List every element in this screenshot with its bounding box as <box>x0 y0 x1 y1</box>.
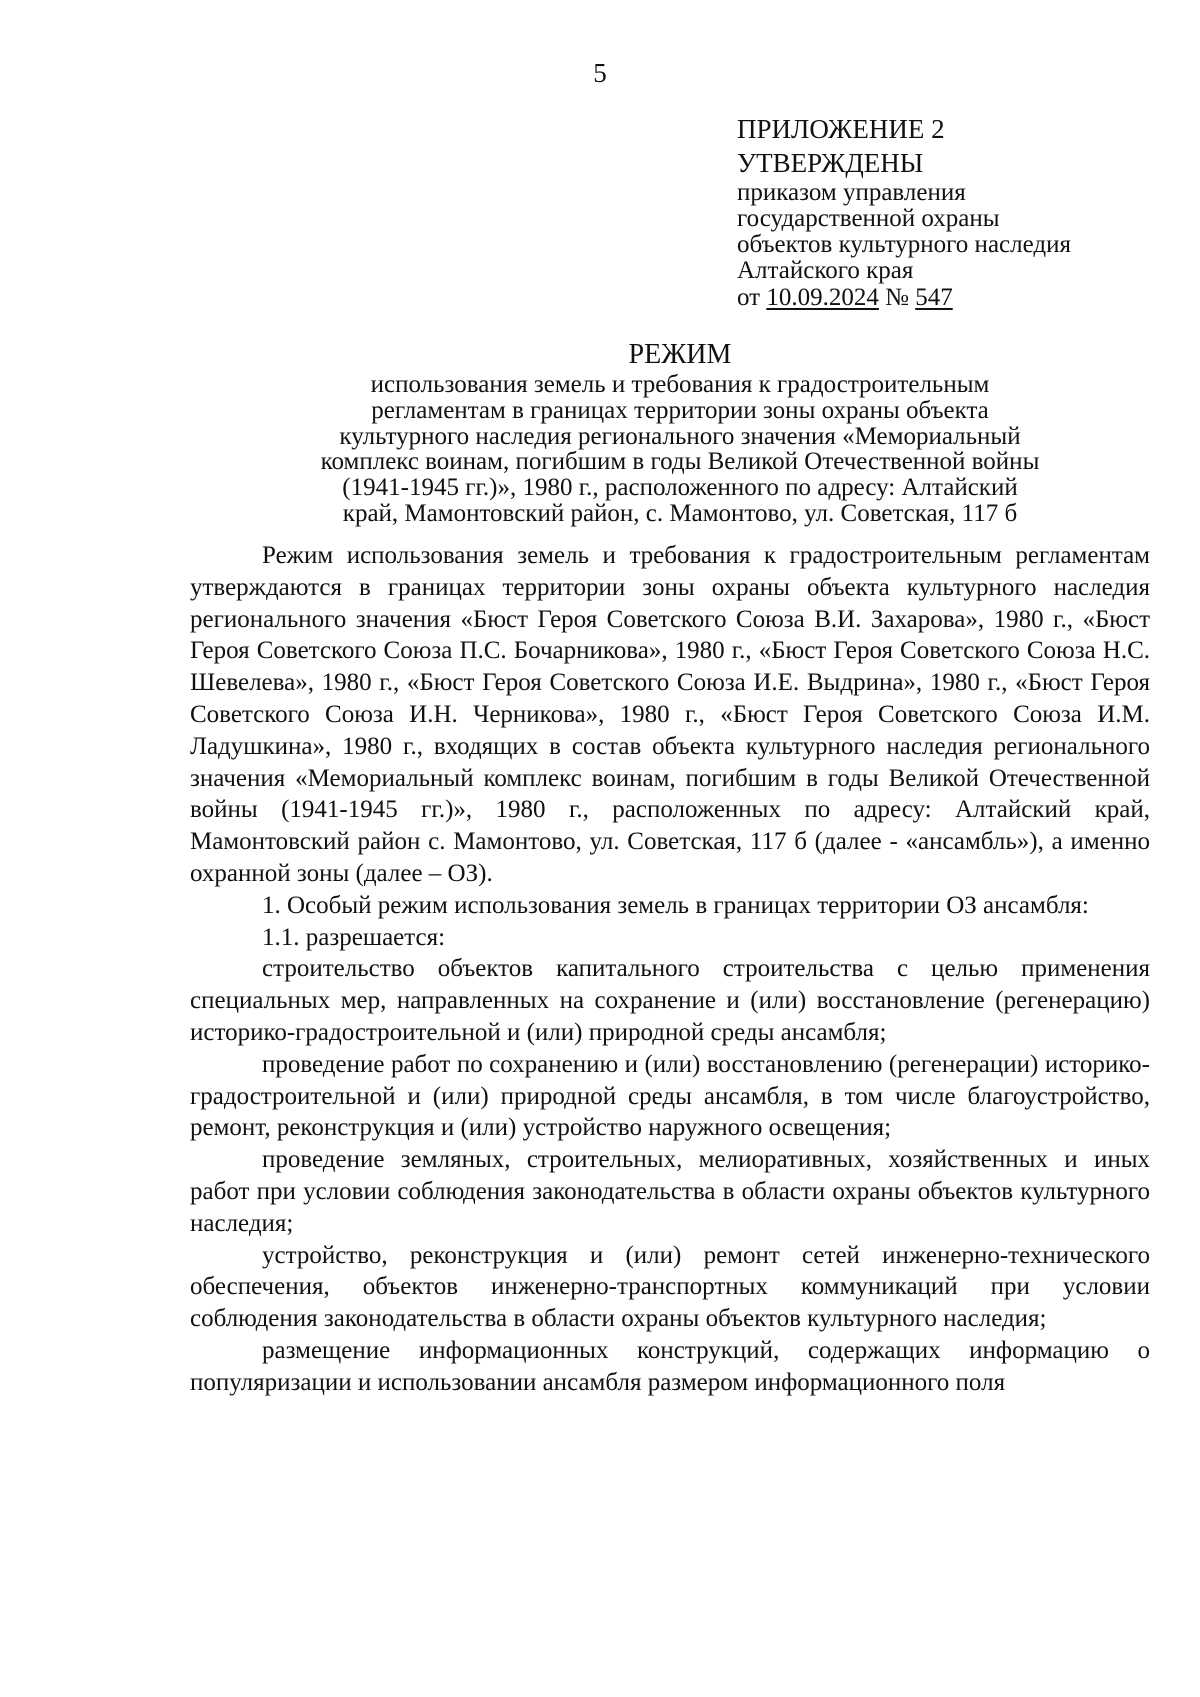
document-body <box>190 540 1150 1399</box>
list-item-paragraph: строительство объектов капитального строительства с целью применения специальных мер, направленных на сохранение и (или) восстановление (регенерацию) историко-градостроительной и (или) природной среды ансамбля; <box>190 955 1150 1046</box>
heading-subtitle <box>240 372 1120 527</box>
approved-label: УТВЕРЖДЕНЫ <box>737 148 924 178</box>
document-heading <box>240 338 1120 527</box>
appendix-line: объектов культурного наследия <box>737 231 1071 258</box>
section-1-heading: 1. Особый режим использования земель в границах территории ОЗ ансамбля: <box>262 891 1089 919</box>
heading-line: (1941-1945 гг.)», 1980 г., расположенного по адресу: Алтайский <box>342 474 1018 502</box>
appendix-line: государственной охраны <box>737 205 1000 232</box>
heading-line: культурного наследия регионального значения «Мемориальный <box>339 422 1021 450</box>
heading-line: комплекс воинам, погибшим в годы Великой Отечественной войны <box>320 448 1040 476</box>
intro-paragraph: Режим использования земель и требования к градостроительным регламентам утверждаются в границах территории зоны охраны объекта культурного наследия регионального значения «Бюст Героя Советского Союза В.И. Захарова», 1980 г., «Бюст Героя Советского Союза П.С. Бочарникова», 1980 г., «Бюст Героя Советского Союза Н.С. Шевелева», 1980 г., «Бюст Героя Советского Союза И.Е. Выдрина», 1980 г., «Бюст Героя Советского Союза И.Н. Черникова», 1980 г., «Бюст Героя Советского Союза И.М. Ладушкина», 1980 г., входящих в состав объекта культурного наследия регионального значения «Мемориальный комплекс воинам, погибшим в годы Великой Отечественной войны (1941-1945 гг.)», 1980 г., расположенных по адресу: Алтайский край, Мамонтовский район с. Мамонтово, ул. Советская, 117 б (далее - «ансамбль»), а именно охранной зоны (далее – ОЗ). <box>190 542 1150 887</box>
appendix-line: Алтайского края <box>737 257 914 284</box>
list-item-paragraph: размещение информационных конструкций, содержащих информацию о популяризации и использовании ансамбля размером информационного поля <box>190 1336 1150 1396</box>
subsection-1-1-heading: 1.1. разрешается: <box>262 923 446 951</box>
appendix-block <box>737 112 1071 312</box>
list-item-paragraph: устройство, реконструкция и (или) ремонт сетей инженерно-технического обеспечения, объектов инженерно-транспортных коммуникаций при условии соблюдения законодательства в области охраны объектов культурного наследия; <box>190 1241 1150 1333</box>
appendix-line: приказом управления <box>737 179 966 206</box>
date-prefix: от <box>737 284 761 311</box>
heading-line: использования земель и требования к градостроительным <box>370 371 990 398</box>
number-sign: № <box>885 284 909 311</box>
page-number: 5 <box>593 58 607 88</box>
heading-line: регламентам в границах территории зоны охраны объекта <box>371 396 989 424</box>
heading-title: РЕЖИМ <box>628 339 732 370</box>
order-number: 547 <box>915 284 953 311</box>
list-item-paragraph: проведение земляных, строительных, мелиоративных, хозяйственных и иных работ при условии соблюдения законодательства в области охраны объектов культурного наследия; <box>190 1146 1150 1237</box>
appendix-title: ПРИЛОЖЕНИЕ 2 <box>737 114 945 144</box>
order-date: 10.09.2024 <box>766 284 879 311</box>
list-item-paragraph: проведение работ по сохранению и (или) восстановлению (регенерации) историко-градостроительной и (или) природной среды ансамбля, в том числе благоустройство, ремонт, реконструкция и (или) устройство наружного освещения; <box>190 1050 1150 1142</box>
order-date-line <box>737 284 1071 312</box>
heading-line: край, Мамонтовский район, с. Мамонтово, ул. Советская, 117 б <box>342 499 1018 527</box>
